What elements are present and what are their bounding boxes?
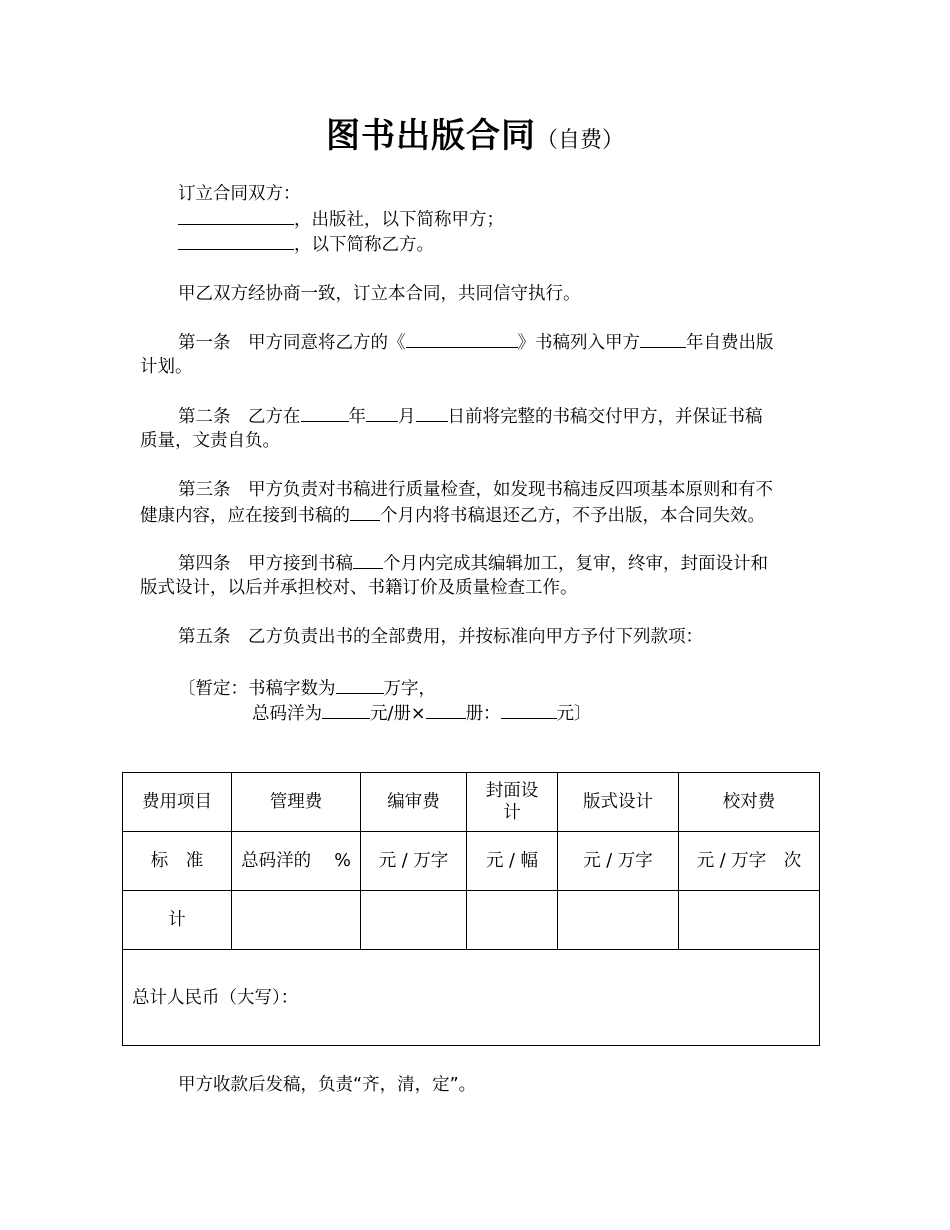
table-cell: 总码洋的 % [232, 832, 361, 891]
total-amount-blank [501, 701, 557, 719]
article-2-text-d: 日前将完整的书稿交付甲方，并保证书稿 [447, 407, 763, 427]
provisional-line1 [178, 676, 436, 702]
table-cell: 标 准 [123, 832, 232, 891]
article-3-text-c: 个月内将书稿退还乙方，不予出版，本合同失效。 [380, 506, 765, 526]
fee-table [122, 772, 820, 1046]
plan-year-blank [640, 330, 686, 348]
unit-price-unit: 元/册× [370, 704, 426, 724]
closing-statement: 甲方收款后发稿，负责“齐，清，定”。 [178, 1075, 477, 1095]
article-2-label: 第二条 [178, 407, 231, 427]
header-cell: 版式设计 [558, 773, 679, 832]
article-1-text-b: 》书稿列入甲方 [517, 333, 640, 353]
total-amount-unit: 元〕 [556, 704, 592, 724]
article-2-text-b: 年 [348, 407, 366, 427]
deliver-month-blank [366, 404, 398, 422]
header-cell: 校对费 [679, 773, 820, 832]
preamble: 甲乙双方经协商一致，订立本合同，共同信守执行。 [178, 284, 581, 304]
article-2-line1 [178, 404, 763, 430]
subtotal-cell [558, 891, 679, 950]
fee-table-total-row [123, 950, 820, 1046]
book-title-blank [406, 330, 518, 348]
fee-table-subtotal-row [123, 891, 820, 950]
table-cell: 元 / 万字 [558, 832, 679, 891]
deliver-day-blank [416, 404, 448, 422]
table-cell: 元 / 幅 [467, 832, 558, 891]
provisional-prefix: 〔暂定： [178, 679, 248, 699]
subtotal-cell [467, 891, 558, 950]
header-cell: 费用项目 [123, 773, 232, 832]
return-months-blank [350, 503, 380, 521]
article-1-text-a: 甲方同意将乙方的《 [248, 333, 406, 353]
party-b-text: ，以下简称乙方。 [294, 235, 434, 255]
article-3-text-a: 甲方负责对书稿进行质量检查，如发现书稿违反四项基本原则和有不 [248, 480, 773, 500]
fee-table-standard-row [123, 832, 820, 891]
word-count-unit: 万字， [383, 679, 436, 699]
article-1-label: 第一条 [178, 333, 231, 353]
header-cell: 管理费 [232, 773, 361, 832]
article-3-text-b: 健康内容，应在接到书稿的 [140, 506, 350, 526]
total-price-label: 总码洋为 [252, 704, 322, 724]
parties-intro: 订立合同双方： [178, 184, 301, 204]
header-cell: 封面设计 [467, 773, 558, 832]
subtotal-label: 计 [123, 891, 232, 950]
subtotal-cell [361, 891, 467, 950]
article-5-line1 [178, 625, 703, 650]
article-1-line1 [178, 330, 774, 356]
document-title [0, 112, 950, 166]
article-5-label: 第五条 [178, 627, 231, 647]
word-count-blank [336, 676, 384, 694]
copies-unit: 册： [465, 704, 501, 724]
subtotal-cell [232, 891, 361, 950]
article-4-text-a: 甲方接到书稿 [248, 554, 353, 574]
article-2-line2: 质量，文责自负。 [140, 431, 280, 451]
party-b-blank [178, 232, 294, 250]
article-4-line1 [178, 551, 768, 577]
subtotal-cell [679, 891, 820, 950]
table-cell: 元 / 万字 次 [679, 832, 820, 891]
table-cell: 元 / 万字 [361, 832, 467, 891]
fee-table-header-row [123, 773, 820, 832]
party-b-line [178, 232, 434, 258]
deliver-year-blank [301, 404, 349, 422]
party-a-text: ，出版社，以下简称甲方； [294, 210, 504, 230]
edit-months-blank [353, 551, 383, 569]
header-cell: 编审费 [361, 773, 467, 832]
article-4-label: 第四条 [178, 554, 231, 574]
provisional-line2 [252, 701, 592, 727]
title-main: 图书出版合同 [325, 116, 536, 156]
total-label: 总计人民币（大写）： [123, 950, 820, 1046]
article-3-line1 [178, 478, 773, 503]
unit-price-blank [322, 701, 370, 719]
article-1-text-c: 年自费出版 [686, 333, 774, 353]
party-a-line [178, 207, 504, 233]
article-2-text-a: 乙方在 [248, 407, 301, 427]
party-a-blank [178, 207, 294, 225]
title-sub: （自费） [535, 128, 624, 153]
word-count-label: 书稿字数为 [248, 679, 336, 699]
article-4-line2: 版式设计，以后并承担校对、书籍订价及质量检查工作。 [140, 578, 578, 598]
article-3-label: 第三条 [178, 480, 231, 500]
article-5-text: 乙方负责出书的全部费用，并按标准向甲方予付下列款项： [248, 627, 703, 647]
article-3-line2 [140, 503, 820, 529]
article-4-text-b: 个月内完成其编辑加工，复审，终审，封面设计和 [383, 554, 768, 574]
article-1-line2: 计划。 [140, 357, 193, 377]
article-2-text-c: 月 [398, 407, 416, 427]
copies-blank [426, 701, 466, 719]
